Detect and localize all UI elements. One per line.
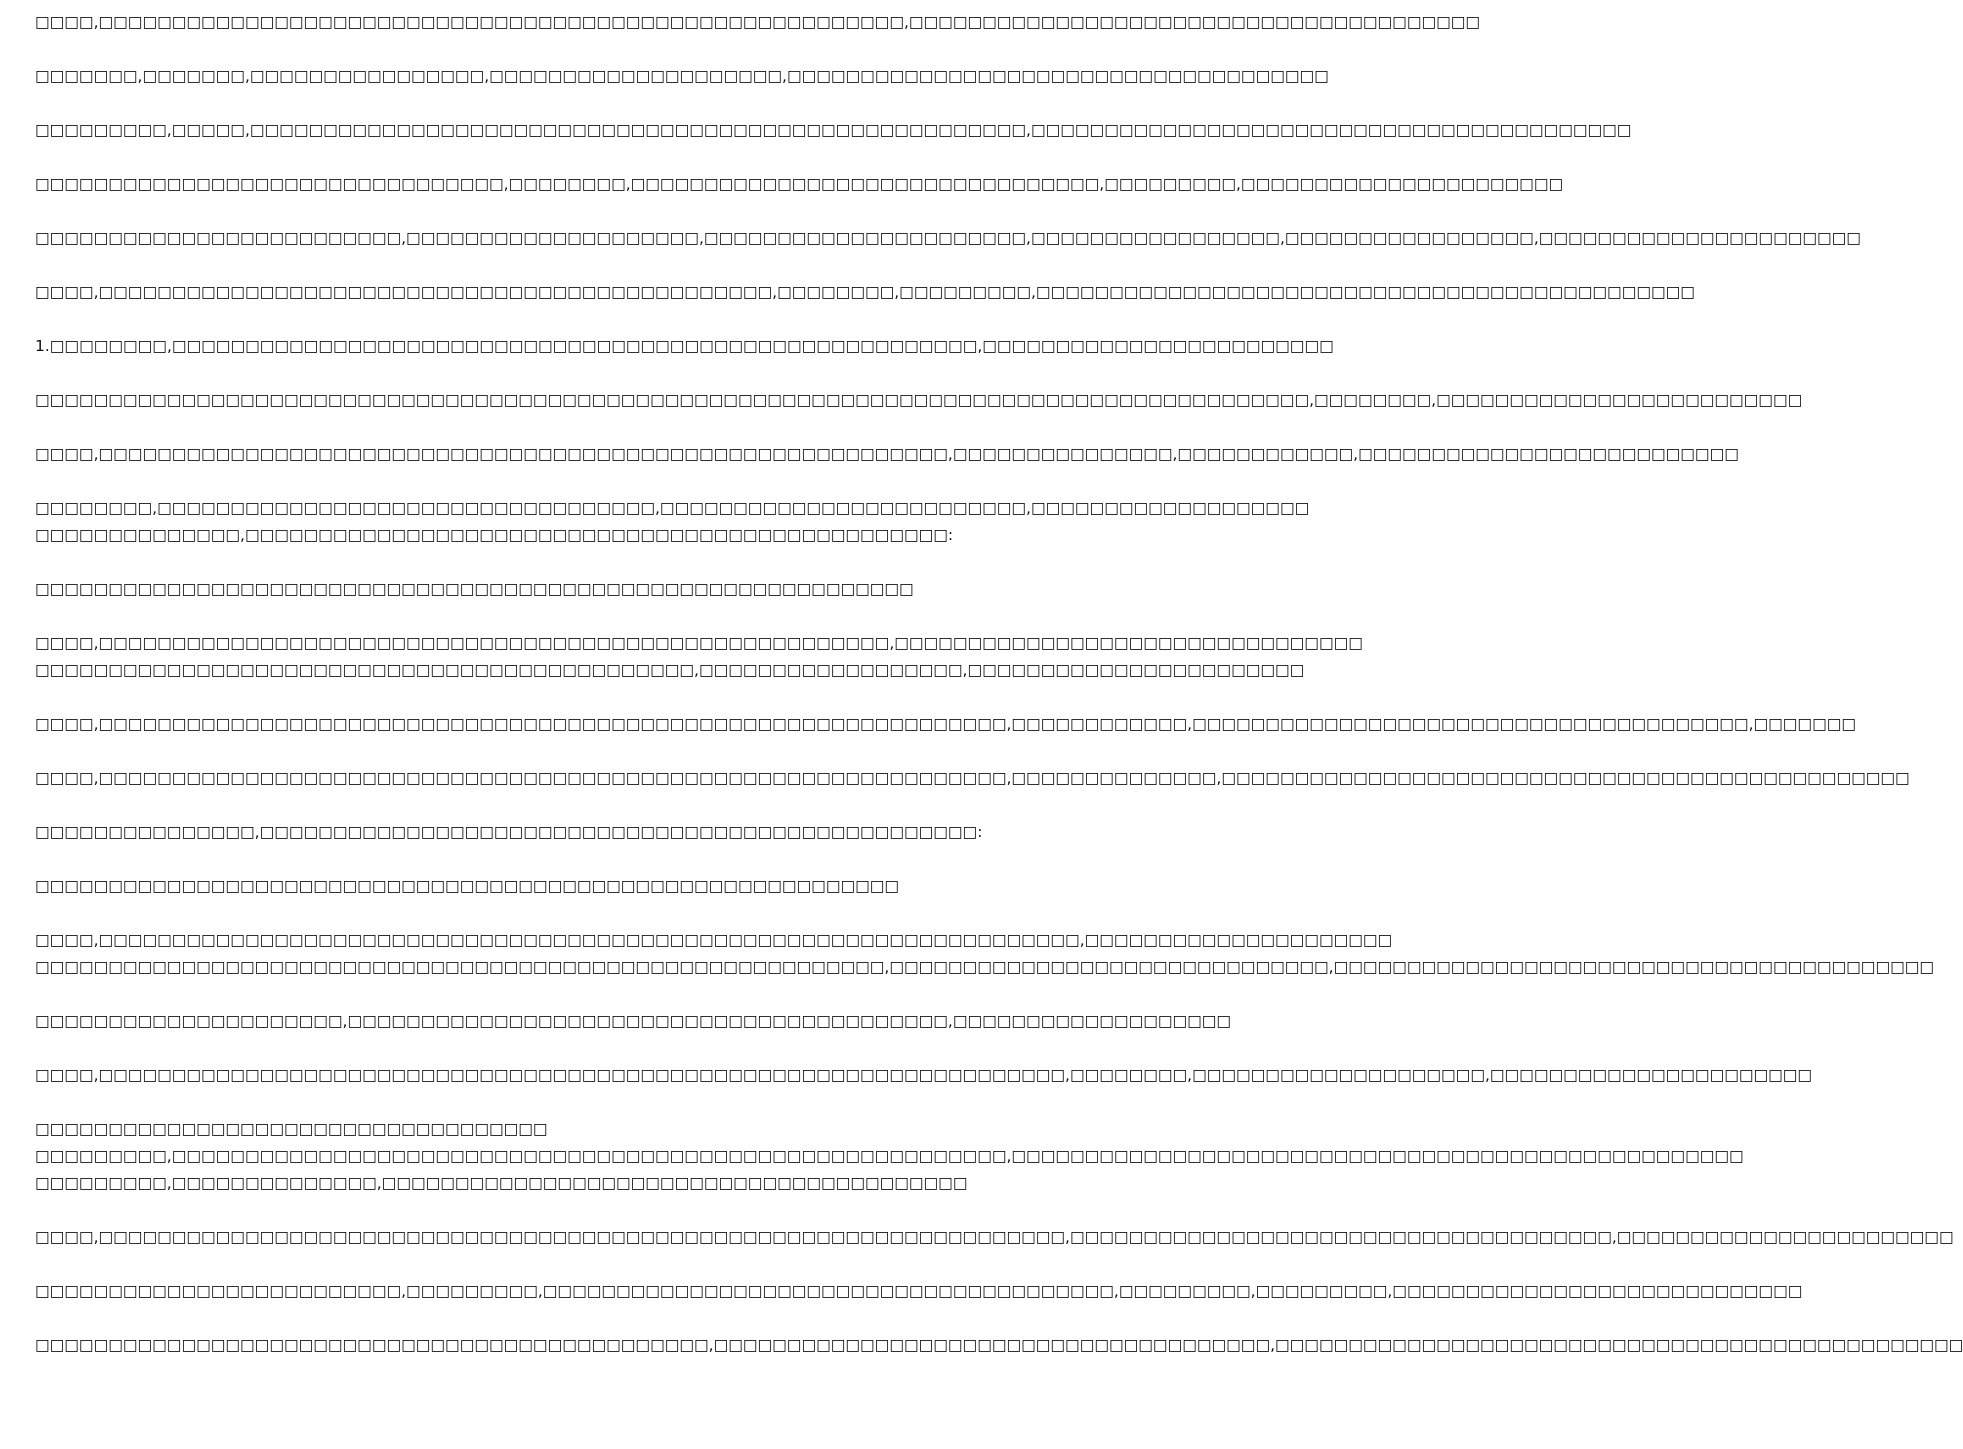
paragraph-18: □□□□□□□□□□□□□□□□□□□□□,□□□□□□□□□□□□□□□□□□□□□□□□□□□□□□□□□□□□□□□□□,□□□□□□□□□□□□□□□□□□□ — [35, 1012, 1232, 1030]
paragraph-16: □□□□□□□□□□□□□□□□□□□□□□□□□□□□□□□□□□□□□□□□□□□□□□□□□□□□□□□□□□□ — [35, 877, 900, 895]
paragraph-13: □□□□,□□□□□□□□□□□□□□□□□□□□□□□□□□□□□□□□□□□□□□□□□□□□□□□□□□□□□□□□□□□□□□,□□□□□□□□□□□□,□□□□□□□□□□□□□□□□□□□□□□□□□□□□□□□□□□□□□□,□□□□□□□ — [35, 715, 1857, 733]
paragraph-23: □□□□□□□□□□□□□□□□□□□□□□□□□□□□□□□□□□□□□□□□□□□□□□,□□□□□□□□□□□□□□□□□□□□□□□□□□□□□□□□□□□□□□,□□□□□□□□□□□□□□□□□□□□□□□□□□□□□□□□□□□□□□□□□□□□□□□ — [35, 1336, 1963, 1354]
document-body — [35, 9, 1963, 1386]
paragraph-2: □□□□□□□,□□□□□□□,□□□□□□□□□□□□□□□□,□□□□□□□□□□□□□□□□□□□□,□□□□□□□□□□□□□□□□□□□□□□□□□□□□□□□□□□□□□ — [35, 67, 1329, 85]
paragraph-21: □□□□,□□□□□□□□□□□□□□□□□□□□□□□□□□□□□□□□□□□□□□□□□□□□□□□□□□□□□□□□□□□□□□□□□□,□□□□□□□□□□□□□□□□□□□□□□□□□□□□□□□□□□□□□,□□□□□□□□□□□□□□□□□□□□□□□ — [35, 1228, 1954, 1246]
paragraph-1: □□□□,□□□□□□□□□□□□□□□□□□□□□□□□□□□□□□□□□□□□□□□□□□□□□□□□□□□□□□□,□□□□□□□□□□□□□□□□□□□□□□□□□□□□□□□□□□□□□□□ — [35, 13, 1481, 31]
paragraph-12: □□□□,□□□□□□□□□□□□□□□□□□□□□□□□□□□□□□□□□□□□□□□□□□□□□□□□□□□□□□,□□□□□□□□□□□□□□□□□□□□□□□□□□□□□□□□ □□□□□□□□□□□□□□□□□□□□□□□□□□□□□□□□□□□□□□□□□□□□□,□□□□□□□□□□□□□□□□□□,□□□□□□□□□□□□□□□□□□□□□□□ — [35, 634, 1363, 679]
paragraph-22: □□□□□□□□□□□□□□□□□□□□□□□□□,□□□□□□□□□,□□□□□□□□□□□□□□□□□□□□□□□□□□□□□□□□□□□□□□□,□□□□□□□□□,□□□□□□□□□,□□□□□□□□□□□□□□□□□□□□□□□□□□□□ — [35, 1282, 1803, 1300]
paragraph-9: □□□□,□□□□□□□□□□□□□□□□□□□□□□□□□□□□□□□□□□□□□□□□□□□□□□□□□□□□□□□□□□,□□□□□□□□□□□□□□□,□□□□□□□□□□□□,□□□□□□□□□□□□□□□□□□□□□□□□□□ — [35, 445, 1739, 463]
paragraph-6: □□□□,□□□□□□□□□□□□□□□□□□□□□□□□□□□□□□□□□□□□□□□□□□□□□□,□□□□□□□□,□□□□□□□□□,□□□□□□□□□□□□□□□□□□□□□□□□□□□□□□□□□□□□□□□□□□□□□ — [35, 283, 1695, 301]
paragraph-3: □□□□□□□□□,□□□□□,□□□□□□□□□□□□□□□□□□□□□□□□□□□□□□□□□□□□□□□□□□□□□□□□□□□□□,□□□□□□□□□□□□□□□□□□□□□□□□□□□□□□□□□□□□□□□□□ — [35, 121, 1632, 139]
paragraph-15: □□□□□□□□□□□□□□□,□□□□□□□□□□□□□□□□□□□□□□□□□□□□□□□□□□□□□□□□□□□□□□□□□: — [35, 823, 983, 841]
paragraph-14: □□□□,□□□□□□□□□□□□□□□□□□□□□□□□□□□□□□□□□□□□□□□□□□□□□□□□□□□□□□□□□□□□□□,□□□□□□□□□□□□□□,□□□□□□□□□□□□□□□□□□□□□□□□□□□□□□□□□□□□□□□□□□□□□□□ — [35, 769, 1910, 787]
paragraph-10: □□□□□□□□,□□□□□□□□□□□□□□□□□□□□□□□□□□□□□□□□□□,□□□□□□□□□□□□□□□□□□□□□□□□□,□□□□□□□□□□□□□□□□□□□ □□□□□□□□□□□□□□,□□□□□□□□□□□□□□□□□□□□□□□□□□□□□□□□□□□□□□□□□□□□□□□□: — [35, 499, 1310, 544]
paragraph-7: 1.□□□□□□□□,□□□□□□□□□□□□□□□□□□□□□□□□□□□□□□□□□□□□□□□□□□□□□□□□□□□□□□□,□□□□□□□□□□□□□□□□□□□□□□□□ — [35, 337, 1334, 355]
paragraph-11: □□□□□□□□□□□□□□□□□□□□□□□□□□□□□□□□□□□□□□□□□□□□□□□□□□□□□□□□□□□□ — [35, 580, 914, 598]
paragraph-20: □□□□□□□□□□□□□□□□□□□□□□□□□□□□□□□□□□□ □□□□□□□□□,□□□□□□□□□□□□□□□□□□□□□□□□□□□□□□□□□□□□□□□□□□□□□□□□□□□□□□□□□,□□□□□□□□□□□□□□□□□□□□□□□□□□□□□□□□□□□□□□□□□□□□□□□□□□ □□□□□□□□□,□□□□□□□□□□□□□□,□□□□□□□□□□□□□□□□□□□□□□□□□□□□□□□□□□□□□□□□ — [35, 1120, 1744, 1192]
paragraph-8: □□□□□□□□□□□□□□□□□□□□□□□□□□□□□□□□□□□□□□□□□□□□□□□□□□□□□□□□□□□□□□□□□□□□□□□□□□□□□□□□□□□□□□□,□□□□□□□□,□□□□□□□□□□□□□□□□□□□□□□□□□ — [35, 391, 1803, 409]
paragraph-17: □□□□,□□□□□□□□□□□□□□□□□□□□□□□□□□□□□□□□□□□□□□□□□□□□□□□□□□□□□□□□□□□□□□□□□□□,□□□□□□□□□□□□□□□□□□□□□ □□□□□□□□□□□□□□□□□□□□□□□□□□□□□□□□□□□□□□□□□□□□□□□□□□□□□□□□□□,□□□□□□□□□□□□□□□□□□□□□□□□□□□□□□,□□□□□□□□□□□□□□□□□□□□□□□□□□□□□□□□□□□□□□□□□ — [35, 931, 1935, 976]
paragraph-19: □□□□,□□□□□□□□□□□□□□□□□□□□□□□□□□□□□□□□□□□□□□□□□□□□□□□□□□□□□□□□□□□□□□□□□□,□□□□□□□□,□□□□□□□□□□□□□□□□□□□□,□□□□□□□□□□□□□□□□□□□□□□ — [35, 1066, 1813, 1084]
paragraph-4: □□□□□□□□□□□□□□□□□□□□□□□□□□□□□□□□,□□□□□□□□,□□□□□□□□□□□□□□□□□□□□□□□□□□□□□□□□,□□□□□□□□□,□□□□□□□□□□□□□□□□□□□□□□ — [35, 175, 1564, 193]
paragraph-5: □□□□□□□□□□□□□□□□□□□□□□□□□,□□□□□□□□□□□□□□□□□□□□,□□□□□□□□□□□□□□□□□□□□□□,□□□□□□□□□□□□□□□□□,□□□□□□□□□□□□□□□□□,□□□□□□□□□□□□□□□□□□□□□□ — [35, 229, 1861, 247]
